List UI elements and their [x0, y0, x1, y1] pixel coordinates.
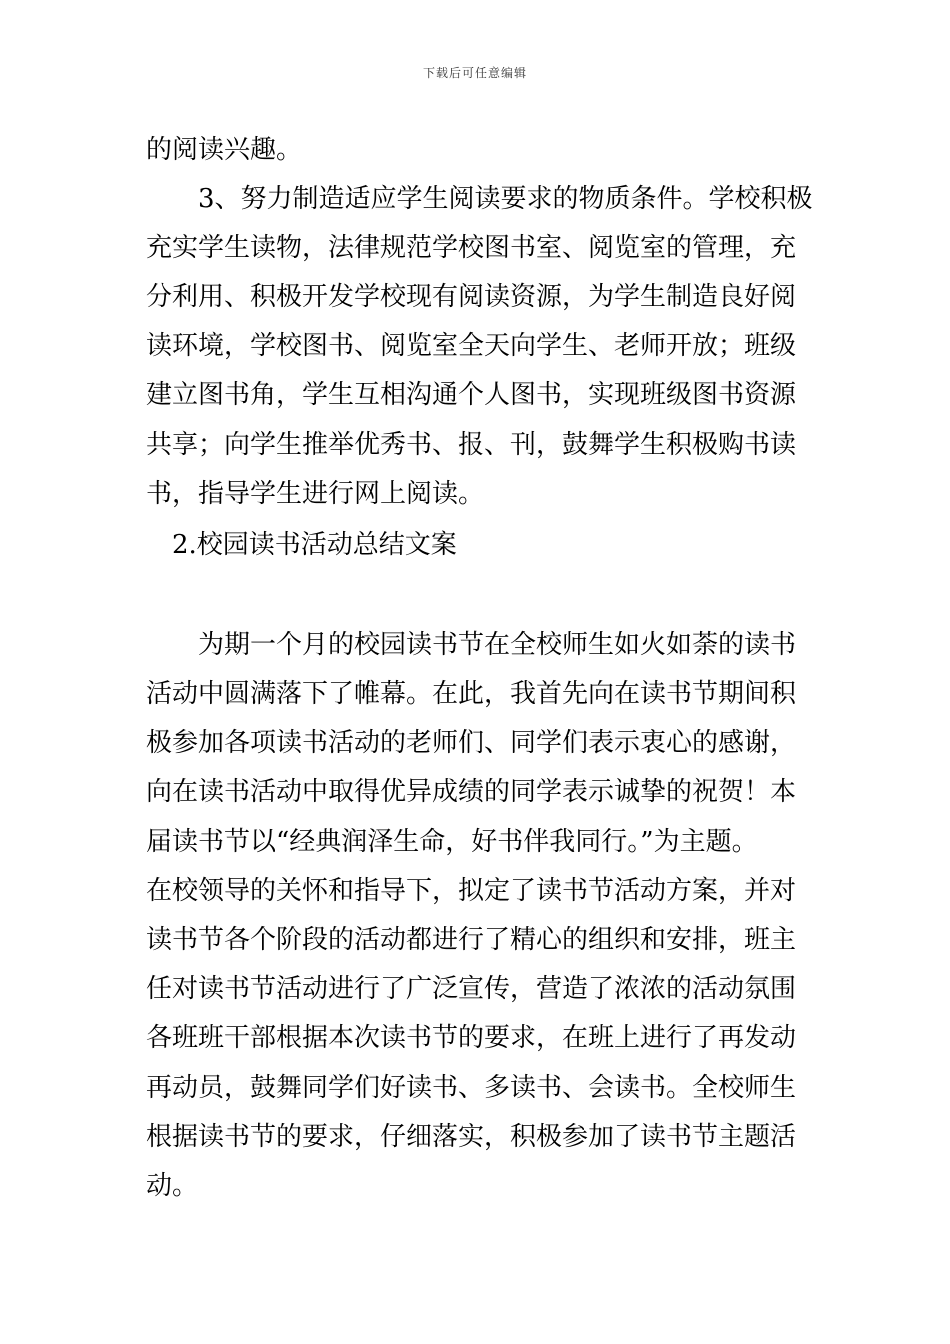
text-line: 届读书节以“经典润泽生命，好书伴我同行。”为主题。 — [146, 827, 758, 857]
text-line: 书，指导学生进行网上阅读。 — [146, 479, 485, 509]
text-line: 3、努力制造适应学生阅读要求的物质条件。学校积极 — [198, 184, 813, 214]
text-line: 活动中圆满落下了帷幕。在此，我首先向在读书节期间积 — [146, 679, 797, 709]
text-line: 共享；向学生推举优秀书、报、刊，鼓舞学生积极购书读 — [146, 430, 797, 460]
text-line: 向在读书活动中取得优异成绩的同学表示诚挚的祝贺！本 — [146, 777, 797, 807]
text-line: 充实学生读物，法律规范学校图书室、阅览室的管理，充 — [146, 233, 797, 263]
page-header: 下载后可任意编辑 — [422, 66, 527, 80]
text-line: 读环境，学校图书、阅览室全天向学生、老师开放；班级 — [146, 331, 797, 361]
text-line: 建立图书角，学生互相沟通个人图书，实现班级图书资源 — [146, 380, 797, 410]
text-line: 再动员，鼓舞同学们好读书、多读书、会读书。全校师生 — [146, 1073, 797, 1103]
text-line: 读书节各个阶段的活动都进行了精心的组织和安排，班主 — [146, 925, 797, 955]
text-line: 为期一个月的校园读书节在全校师生如火如荼的读书 — [198, 630, 797, 660]
text-line: 各班班干部根据本次读书节的要求，在班上进行了再发动 — [146, 1023, 797, 1053]
text-line: 分利用、积极开发学校现有阅读资源，为学生制造良好阅 — [146, 282, 797, 312]
text-line: 的阅读兴趣。 — [146, 135, 303, 165]
text-line: 极参加各项读书活动的老师们、同学们表示衷心的感谢， — [146, 728, 797, 758]
text-line: 动。 — [146, 1171, 199, 1201]
text-line: 根据读书节的要求，仔细落实，积极参加了读书节主题活 — [146, 1122, 797, 1152]
text-line: 在校领导的关怀和指导下，拟定了读书节活动方案，并对 — [146, 876, 797, 906]
text-line: 任对读书节活动进行了广泛宣传，营造了浓浓的活动氛围 — [146, 974, 797, 1004]
section-heading: 2.校园读书活动总结文案 — [172, 530, 457, 560]
